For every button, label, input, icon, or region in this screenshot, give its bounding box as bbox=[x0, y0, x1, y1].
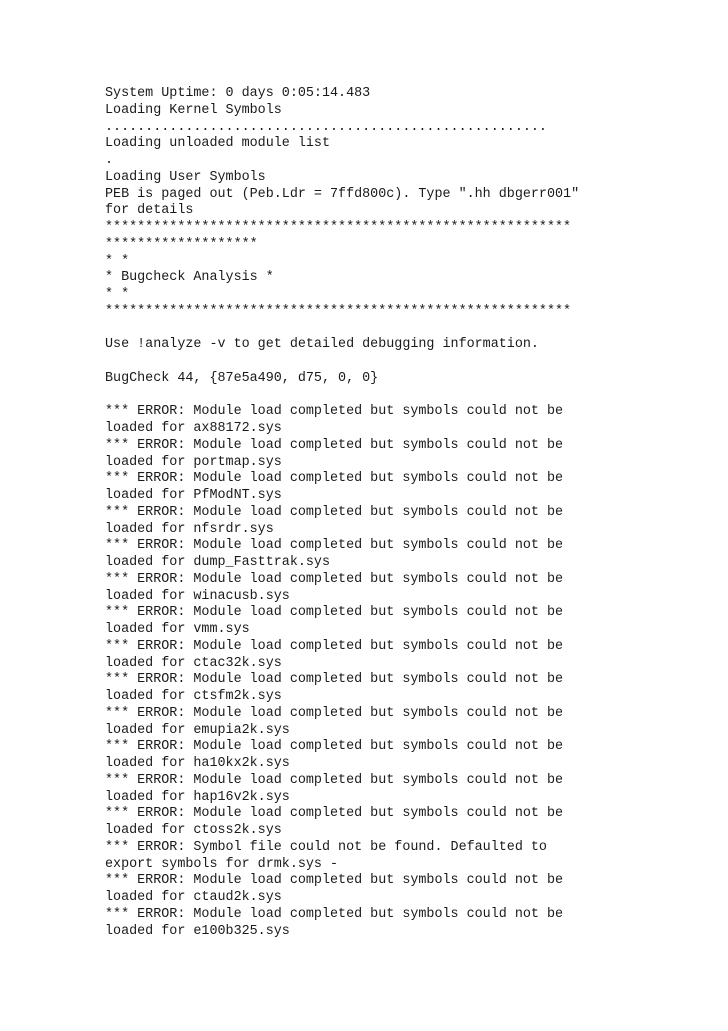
text-line: Loading unloaded module list bbox=[105, 136, 330, 152]
text-line: loaded for portmap.sys bbox=[105, 454, 282, 470]
text-line: *** ERROR: Module load completed but symbols could not be bbox=[105, 571, 564, 587]
blank-line bbox=[105, 321, 665, 338]
text-line: loaded for ctsfm2k.sys bbox=[105, 689, 282, 704]
text-line: *** ERROR: Module load completed but symbols could not be bbox=[105, 471, 564, 487]
text-line: loaded for emupia2k.sys bbox=[105, 722, 290, 738]
text-line: export symbols for drmk.sys - bbox=[105, 856, 339, 872]
text-line: ******************* bbox=[105, 236, 258, 252]
text-line: . bbox=[105, 153, 114, 168]
text-line: *** ERROR: Module load completed but symbols could not be bbox=[105, 638, 564, 654]
text-line: Use !analyze -v to get detailed debugging information. bbox=[105, 337, 539, 353]
text-line: PEB is paged out (Peb.Ldr = 7ffd800c). Type ".hh dbgerr001" bbox=[105, 186, 580, 202]
text-line: *** ERROR: Module load completed but symbols could not be bbox=[105, 806, 564, 822]
text-line: loaded for nfsrdr.sys bbox=[105, 521, 274, 537]
text-line: ********************************************************** bbox=[105, 303, 572, 319]
text-line: *** ERROR: Module load completed but symbols could not be bbox=[105, 605, 564, 621]
text-line: *** ERROR: Module load completed but symbols could not be bbox=[105, 437, 564, 453]
text-line: ....................................................... bbox=[105, 119, 547, 135]
text-line: *** ERROR: Module load completed but symbols could not be bbox=[105, 404, 564, 420]
text-line: for details bbox=[105, 203, 194, 219]
text-line: loaded for vmm.sys bbox=[105, 622, 250, 637]
text-line: *** ERROR: Module load completed but symbols could not be bbox=[105, 504, 564, 520]
text-line: System Uptime: 0 days 0:05:14.483 bbox=[105, 86, 371, 101]
text-line: *** ERROR: Module load completed but symbols could not be bbox=[105, 705, 564, 721]
text-line: * Bugcheck Analysis * bbox=[105, 270, 274, 286]
text-line: loaded for PfModNT.sys bbox=[105, 488, 282, 503]
text-line: Loading Kernel Symbols bbox=[105, 102, 282, 118]
text-line: *** ERROR: Module load completed but symbols could not be bbox=[105, 538, 564, 554]
text-line: loaded for ha10kx2k.sys bbox=[105, 756, 290, 771]
text-line: loaded for hap16v2k.sys bbox=[105, 789, 290, 805]
text-line: loaded for ctoss2k.sys bbox=[105, 823, 282, 838]
text-line: * * bbox=[105, 253, 130, 269]
text-line: *** ERROR: Symbol file could not be found. Defaulted to bbox=[105, 839, 547, 855]
text-line: loaded for dump_Fasttrak.sys bbox=[105, 555, 330, 570]
text-line: *** ERROR: Module load completed but symbols could not be bbox=[105, 906, 564, 922]
text-line: loaded for e100b325.sys bbox=[105, 923, 290, 939]
text-line: loaded for ctac32k.sys bbox=[105, 655, 282, 671]
text-line: BugCheck 44, {87e5a490, d75, 0, 0} bbox=[105, 370, 379, 386]
text-line: loaded for ctaud2k.sys bbox=[105, 890, 282, 905]
text-line: * * bbox=[105, 287, 130, 302]
text-line: Loading User Symbols bbox=[105, 169, 266, 185]
text-line: loaded for ax88172.sys bbox=[105, 421, 282, 436]
debugger-output-text bbox=[105, 86, 665, 940]
text-line: ********************************************************** bbox=[105, 220, 572, 235]
text-line: *** ERROR: Module load completed but symbols could not be bbox=[105, 672, 564, 688]
blank-line bbox=[105, 388, 665, 405]
text-line: loaded for winacusb.sys bbox=[105, 588, 290, 604]
text-line: *** ERROR: Module load completed but symbols could not be bbox=[105, 739, 564, 755]
blank-line bbox=[105, 354, 665, 371]
text-line: *** ERROR: Module load completed but symbols could not be bbox=[105, 772, 564, 788]
text-line: *** ERROR: Module load completed but symbols could not be bbox=[105, 873, 564, 889]
